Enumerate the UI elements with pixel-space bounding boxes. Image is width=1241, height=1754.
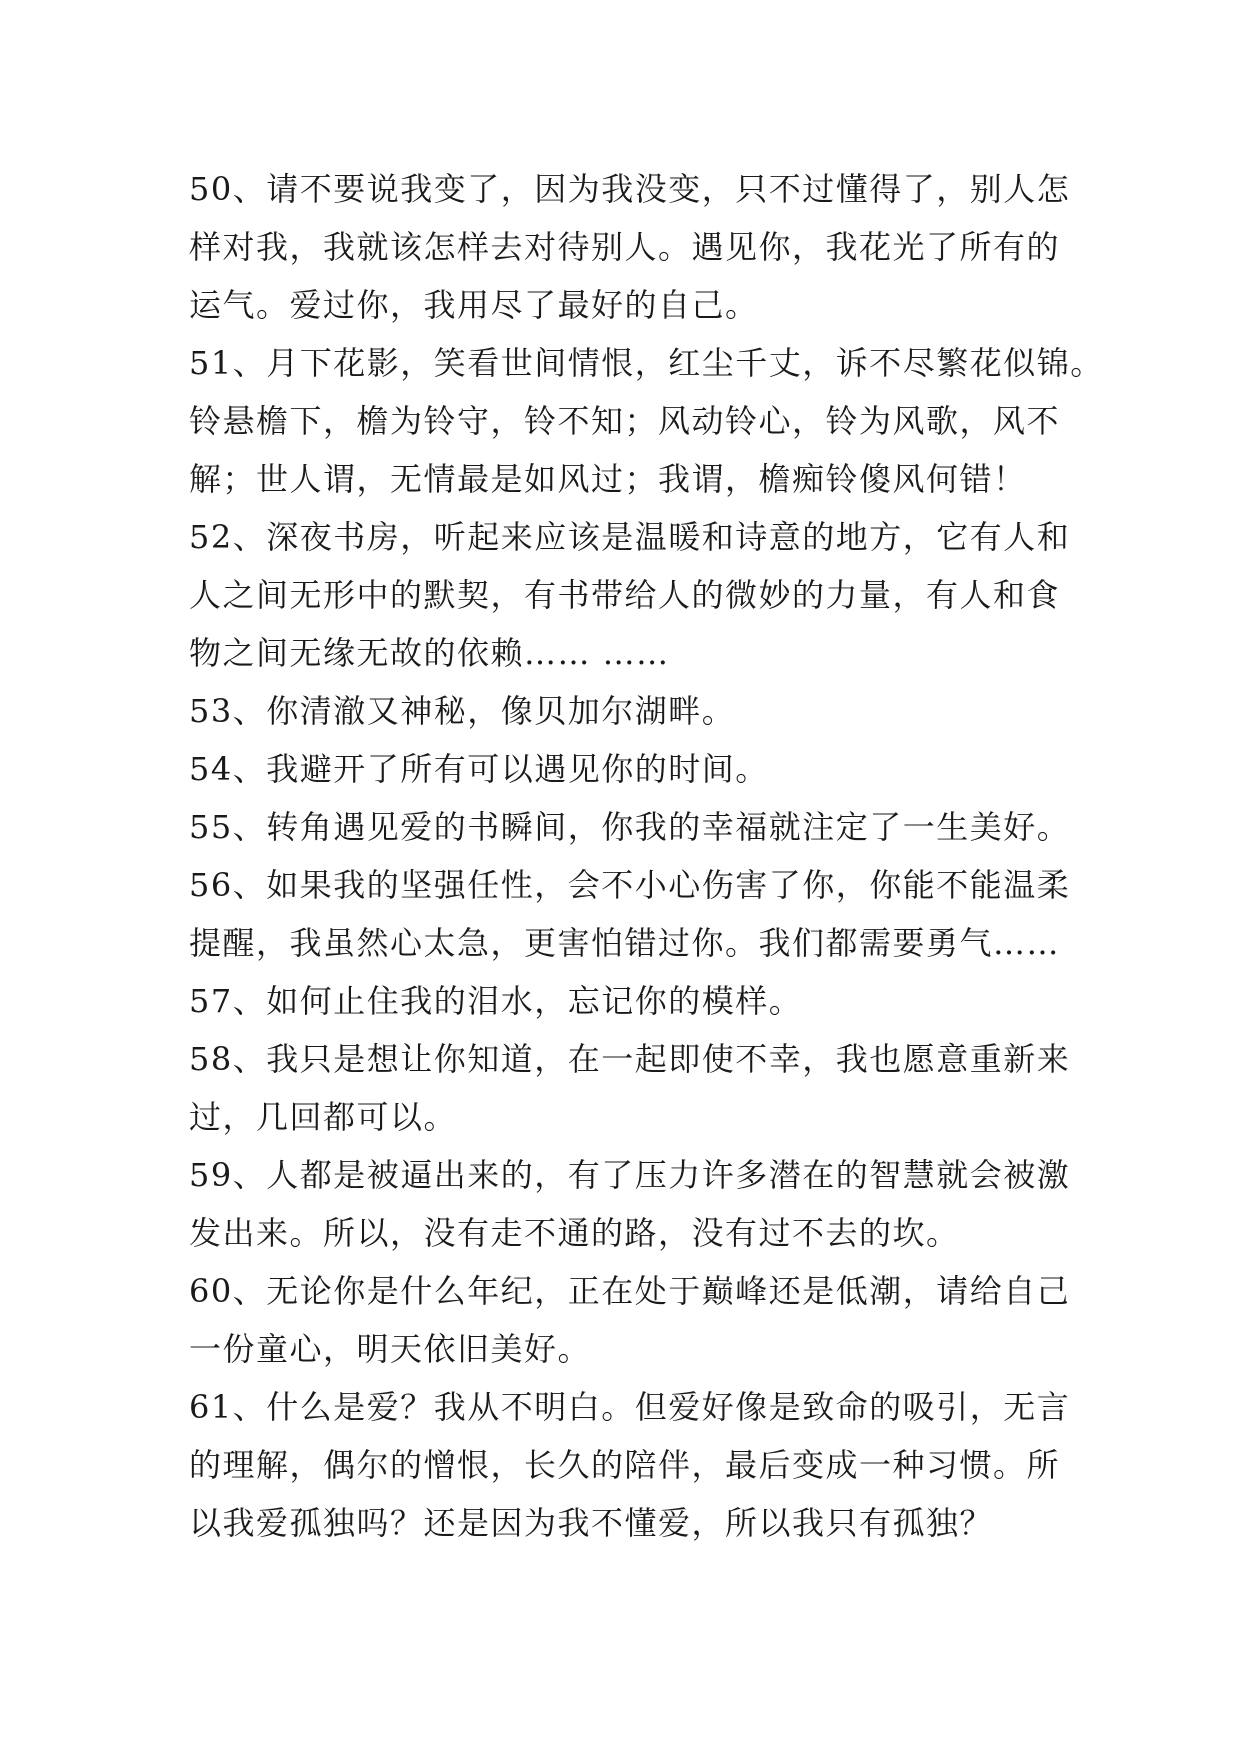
paragraph-55 (189, 798, 1069, 856)
text-line: 解；世人谓，无情最是如风过；我谓，檐痴铃傻风何错！ (189, 460, 1027, 498)
paragraph-61 (189, 1378, 1069, 1552)
paragraph-53 (189, 682, 1069, 740)
paragraph-58 (189, 1030, 1069, 1146)
text-line: 运气。爱过你，我用尽了最好的自己。 (189, 286, 759, 324)
paragraph-54 (189, 740, 1069, 798)
paragraph-50 (189, 160, 1069, 334)
document-body (189, 160, 1104, 1552)
text-line: 以我爱孤独吗？还是因为我不懂爱，所以我只有孤独？ (189, 1504, 994, 1542)
text-line: 人之间无形中的默契，有书带给人的微妙的力量，有人和食 (189, 576, 1061, 614)
text-line: 过，几回都可以。 (189, 1098, 458, 1136)
text-line: 样对我，我就该怎样去对待别人。遇见你，我花光了所有的 (189, 228, 1061, 266)
paragraph-51 (189, 334, 1104, 508)
text-line: 56、如果我的坚强任性，会不小心伤害了你，你能不能温柔 (189, 866, 1071, 904)
text-line: 的理解，偶尔的憎恨，长久的陪伴，最后变成一种习惯。所 (189, 1446, 1061, 1484)
paragraph-56 (189, 856, 1069, 972)
text-line: 50、请不要说我变了，因为我没变，只不过懂得了，别人怎 (189, 170, 1071, 208)
text-line: 提醒，我虽然心太急，更害怕错过你。我们都需要勇气…… (189, 924, 1061, 962)
text-line: 60、无论你是什么年纪，正在处于巅峰还是低潮，请给自己 (189, 1272, 1071, 1310)
paragraph-57 (189, 972, 1069, 1030)
paragraph-52 (189, 508, 1069, 682)
text-line: 59、人都是被逼出来的，有了压力许多潜在的智慧就会被激 (189, 1156, 1071, 1194)
text-line: 55、转角遇见爱的书瞬间，你我的幸福就注定了一生美好。 (189, 808, 1071, 846)
paragraph-60 (189, 1262, 1069, 1378)
text-line: 58、我只是想让你知道，在一起即使不幸，我也愿意重新来 (189, 1040, 1071, 1078)
text-line: 51、月下花影，笑看世间情恨，红尘千丈，诉不尽繁花似锦。 (189, 344, 1104, 382)
text-line: 61、什么是爱？我从不明白。但爱好像是致命的吸引，无言 (189, 1388, 1071, 1426)
paragraph-59 (189, 1146, 1069, 1262)
text-line: 一份童心，明天依旧美好。 (189, 1330, 592, 1368)
text-line: 铃悬檐下，檐为铃守，铃不知；风动铃心，铃为风歌，风不 (189, 402, 1061, 440)
text-line: 52、深夜书房，听起来应该是温暖和诗意的地方，它有人和 (189, 518, 1071, 556)
text-line: 发出来。所以，没有走不通的路，没有过不去的坎。 (189, 1214, 960, 1252)
text-line: 物之间无缘无故的依赖…… …… (189, 634, 670, 672)
text-line: 54、我避开了所有可以遇见你的时间。 (189, 750, 769, 788)
text-line: 53、你清澈又神秘，像贝加尔湖畔。 (189, 692, 736, 730)
text-line: 57、如何止住我的泪水，忘记你的模样。 (189, 982, 803, 1020)
